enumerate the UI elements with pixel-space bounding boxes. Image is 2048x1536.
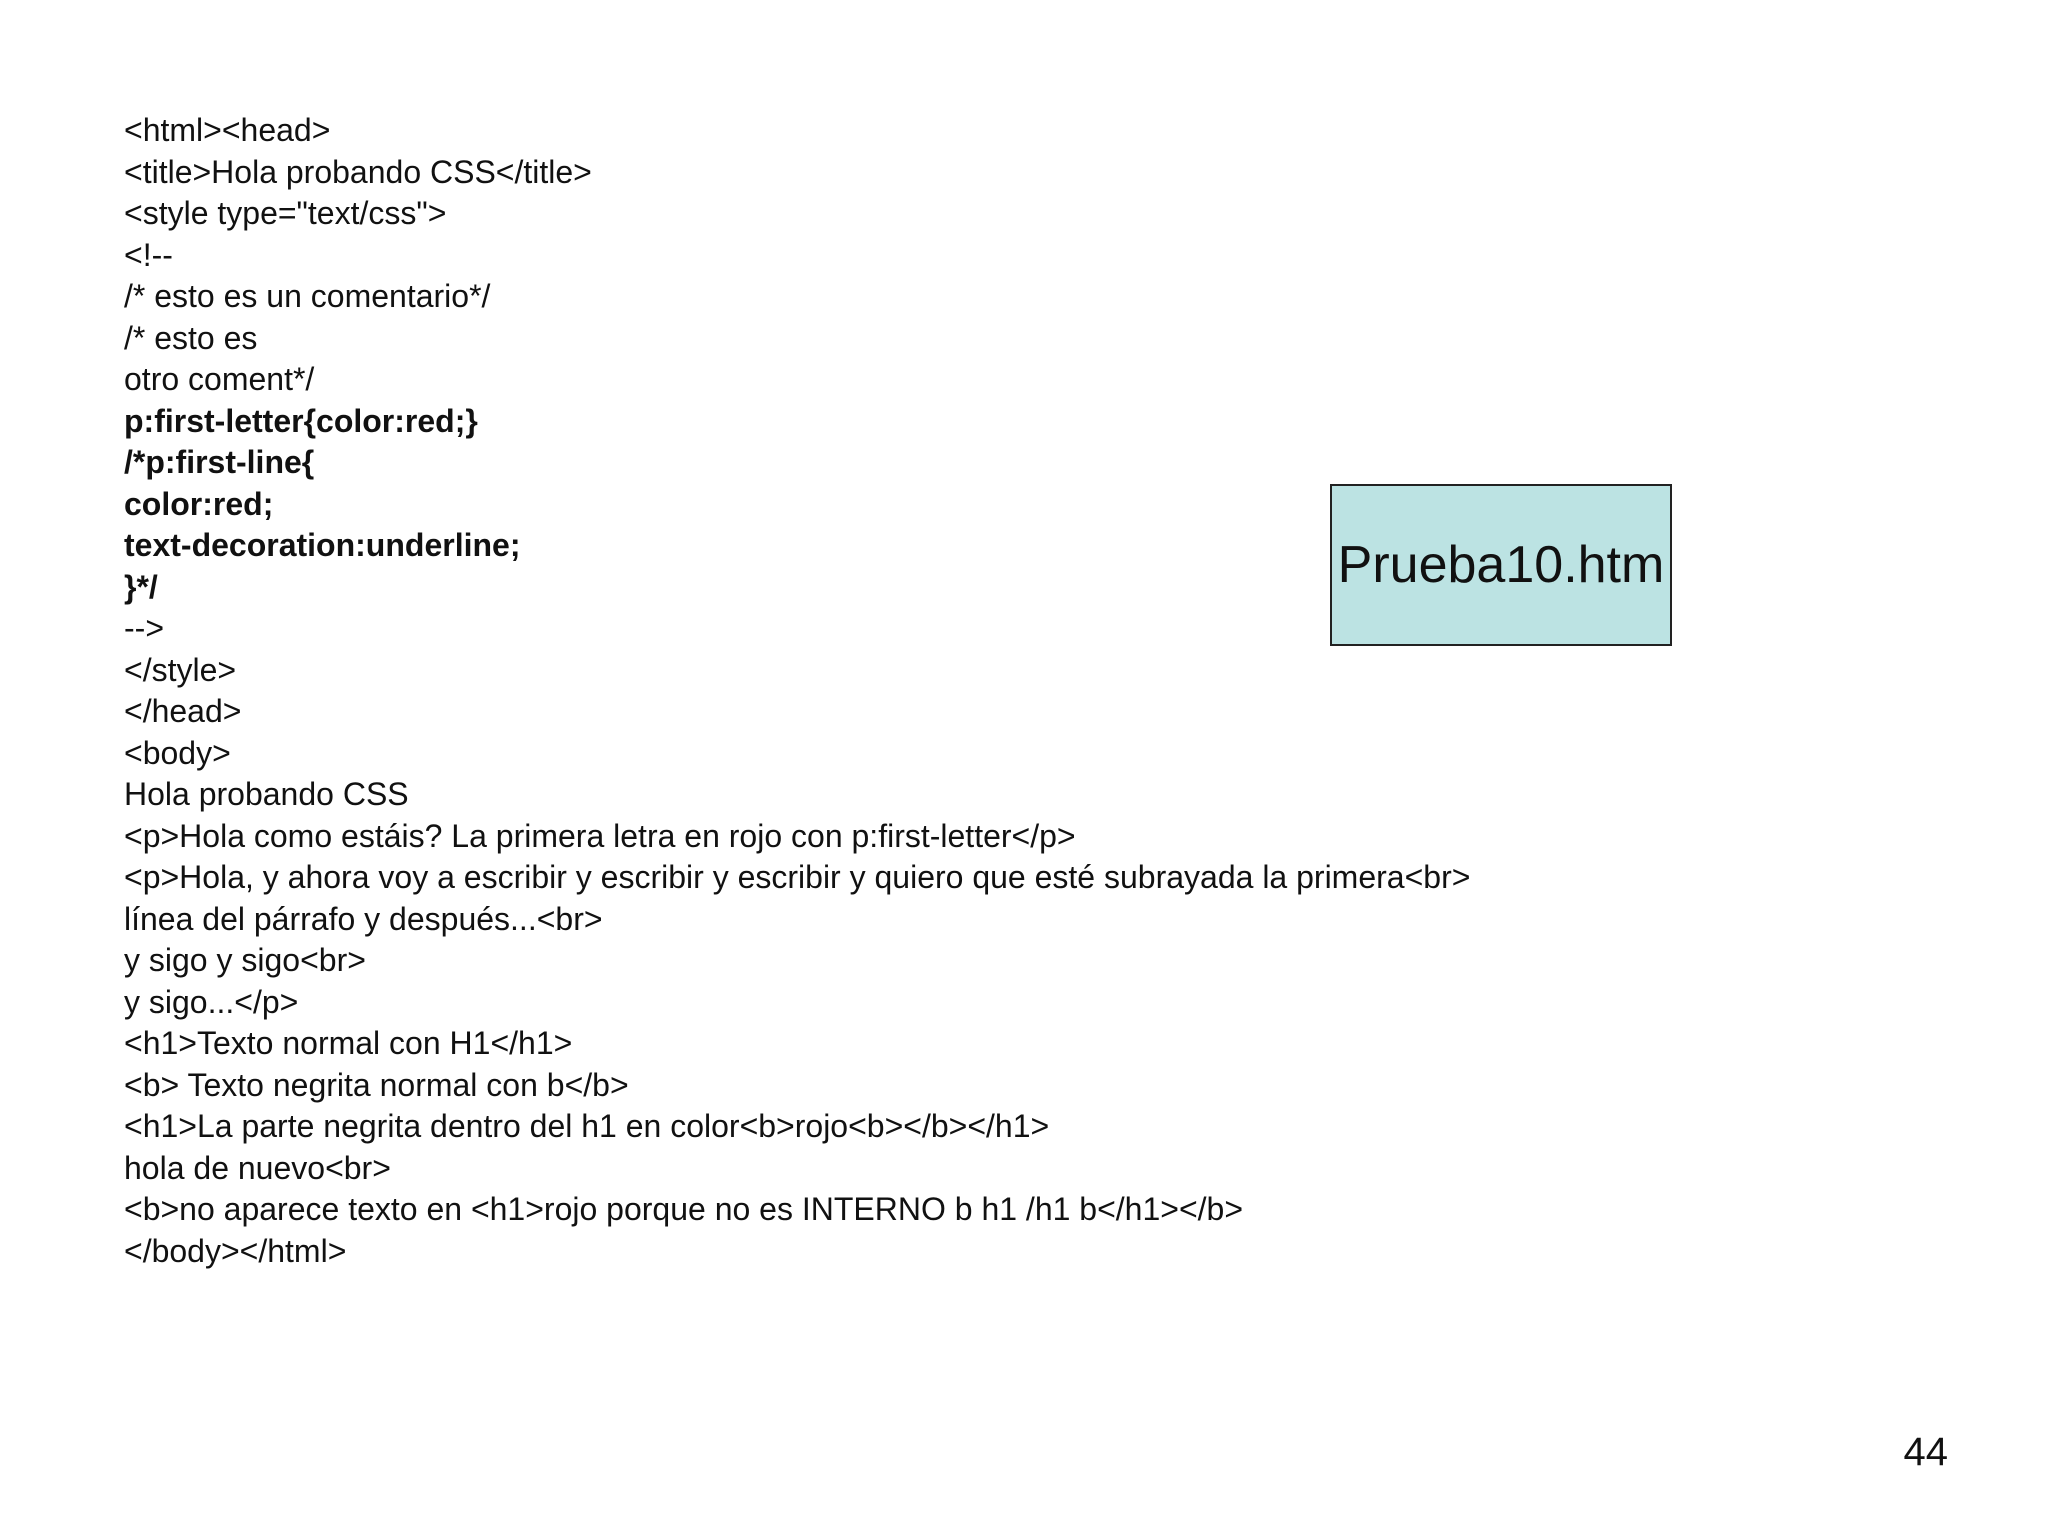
code-line: <html><head> — [124, 112, 331, 148]
code-line: línea del párrafo y después...<br> — [124, 900, 603, 937]
file-name-label: Prueba10.htm — [1337, 536, 1665, 594]
code-line: y sigo...</p> — [124, 983, 299, 1020]
code-line: <p>Hola, y ahora voy a escribir y escribir y escribir y quiero que esté subrayada la primera<br> — [124, 859, 1471, 895]
code-line: </style> — [124, 651, 237, 688]
code-line: --> — [124, 610, 164, 646]
code-line: <p>Hola como estáis? La primera letra en rojo con p:first-letter</p> — [124, 817, 1076, 854]
code-line: </head> — [124, 693, 242, 729]
code-line: color:red; — [124, 485, 274, 522]
code-listing — [124, 110, 1684, 1272]
code-line: p:first-letter{color:red;} — [124, 402, 478, 439]
code-line: <h1>Texto normal con H1</h1> — [124, 1025, 573, 1061]
code-line: <!-- — [124, 236, 173, 273]
code-line: text-decoration:underline; — [124, 527, 521, 563]
file-name-box — [1330, 484, 1672, 646]
code-line: /* esto es un comentario*/ — [124, 278, 491, 314]
code-line: <body> — [124, 734, 231, 771]
code-line: otro coment*/ — [124, 361, 315, 397]
code-line: y sigo y sigo<br> — [124, 942, 366, 978]
code-line: /*p:first-line{ — [124, 444, 315, 480]
code-line: <title>Hola probando CSS</title> — [124, 153, 592, 190]
code-line: <b> Texto negrita normal con b</b> — [124, 1066, 629, 1103]
code-line: <h1>La parte negrita dentro del h1 en color<b>rojo<b></b></h1> — [124, 1108, 1050, 1144]
page-number: 44 — [1903, 1430, 1948, 1474]
code-line: <style type="text/css"> — [124, 195, 447, 231]
code-line: hola de nuevo<br> — [124, 1149, 391, 1186]
code-line: </body></html> — [124, 1232, 347, 1269]
code-line: /* esto es — [124, 319, 258, 356]
code-line: Hola probando CSS — [124, 776, 409, 812]
code-line: <b>no aparece texto en <h1>rojo porque no es INTERNO b h1 /h1 b</h1></b> — [124, 1191, 1244, 1227]
code-line: }*/ — [124, 568, 158, 605]
